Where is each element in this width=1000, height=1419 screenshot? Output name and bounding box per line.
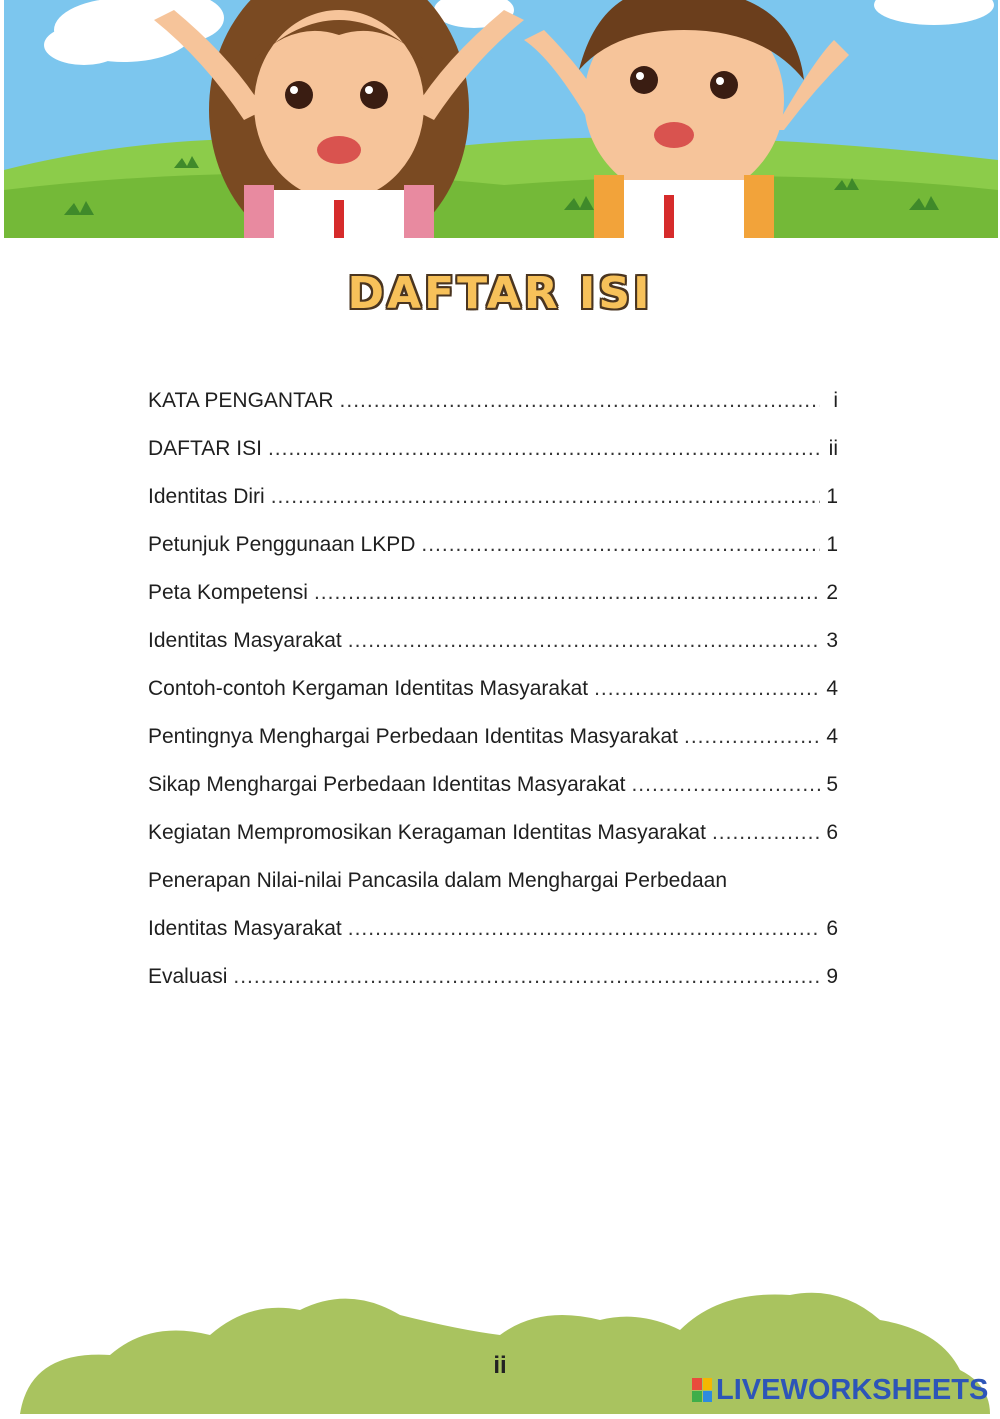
children-waving-illustration — [4, 0, 998, 238]
toc-entry-page: 3 — [826, 629, 838, 652]
toc-entry-label: Contoh-contoh Kergaman Identitas Masyarakat — [148, 677, 589, 700]
toc-leader-dots — [271, 476, 820, 518]
toc-entry-label: DAFTAR ISI — [148, 437, 262, 460]
liveworksheets-icon — [692, 1378, 712, 1402]
toc-entry-page: 1 — [826, 533, 838, 556]
toc-entry-label: Identitas Diri — [148, 485, 265, 508]
toc-entry-page: 5 — [826, 773, 838, 796]
toc-entry — [148, 524, 838, 572]
toc-entry-page: 1 — [826, 485, 838, 508]
toc-leader-dots — [314, 572, 820, 614]
toc-entry-label: KATA PENGANTAR — [148, 389, 334, 412]
toc-entry — [148, 812, 838, 860]
toc-entry-label: Identitas Masyarakat — [148, 917, 342, 940]
toc-leader-dots — [421, 524, 820, 566]
toc-entry — [148, 908, 838, 956]
toc-entry-page: 6 — [826, 821, 838, 844]
toc-entry-label: Evaluasi — [148, 965, 228, 988]
toc-entry — [148, 476, 838, 524]
toc-entry — [148, 380, 838, 428]
toc-entry — [148, 668, 838, 716]
toc-entry-page: 4 — [826, 677, 838, 700]
toc-entry — [148, 620, 838, 668]
toc-entry-page: 4 — [826, 725, 838, 748]
toc-leader-dots — [594, 668, 820, 710]
toc-entry-label: Peta Kompetensi — [148, 581, 308, 604]
toc-leader-dots — [233, 956, 820, 998]
header-illustration — [4, 0, 998, 238]
toc-leader-dots — [268, 428, 820, 470]
toc-entry-page: 9 — [826, 965, 838, 988]
table-of-contents — [148, 380, 838, 1004]
page-title: DAFTAR ISI — [347, 268, 653, 319]
toc-leader-dots — [340, 380, 820, 422]
toc-entry — [148, 572, 838, 620]
toc-entry-label: Petunjuk Penggunaan LKPD — [148, 533, 416, 556]
toc-entry-label: Penerapan Nilai-nilai Pancasila dalam Menghargai Perbedaan — [148, 869, 728, 892]
page-number: ii — [493, 1352, 507, 1379]
toc-entry — [148, 860, 838, 908]
toc-leader-dots — [348, 620, 820, 662]
toc-leader-dots — [712, 812, 820, 854]
toc-entry — [148, 428, 838, 476]
toc-leader-dots — [348, 908, 820, 950]
toc-entry-page: 6 — [826, 917, 838, 940]
toc-entry-label: Sikap Menghargai Perbedaan Identitas Masyarakat — [148, 773, 626, 796]
toc-entry-label: Kegiatan Mempromosikan Keragaman Identitas Masyarakat — [148, 821, 706, 844]
toc-entry-page: 2 — [826, 581, 838, 604]
brand-name: LIVEWORKSHEETS — [716, 1373, 989, 1406]
toc-entry-page: i — [833, 389, 838, 412]
toc-entry-label: Pentingnya Menghargai Perbedaan Identitas Masyarakat — [148, 725, 679, 748]
liveworksheets-logo[interactable] — [692, 1372, 988, 1408]
toc-entry-page: ii — [828, 437, 838, 460]
toc-entry — [148, 956, 838, 1004]
toc-leader-dots — [684, 716, 820, 758]
toc-leader-dots — [631, 764, 820, 806]
toc-entry-label: Identitas Masyarakat — [148, 629, 342, 652]
toc-entry — [148, 764, 838, 812]
toc-entry — [148, 716, 838, 764]
